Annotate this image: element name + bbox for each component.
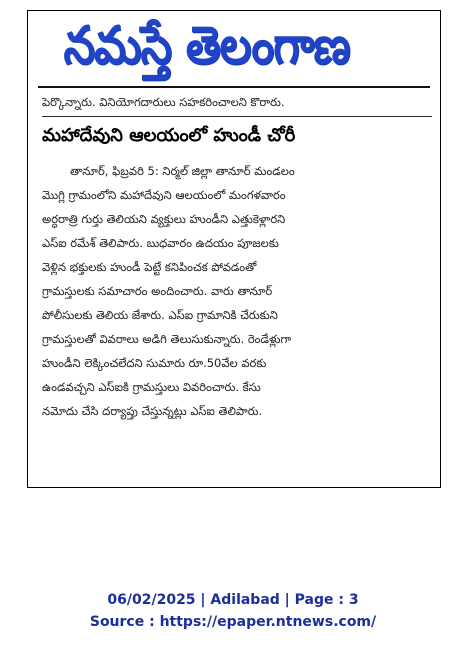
article-line: అర్ధరాత్రి గుర్తు తెలియని వ్యక్తులు హుండీని ఎత్తుకెళ్లారని	[42, 212, 286, 226]
article-line: గ్రామస్తులకు సమాచారం అందించారు. వారు తానూర్	[42, 284, 273, 298]
newspaper-clipping	[27, 10, 441, 488]
masthead-title: నమస్తే తెలంగాణ	[63, 16, 350, 76]
article-line: గ్రామస్తులతో వివరాలు అడిగి తెలుసుకున్నారు. రెండేళ్లుగా	[42, 332, 292, 346]
masthead-rule	[38, 86, 430, 88]
article-divider	[42, 116, 432, 117]
article-line: నమోదు చేసి దర్యాప్తు చేస్తున్నట్లు ఎస్ఐ తెలిపారు.	[42, 404, 263, 418]
article-line: ఎస్ఐ రమేశ్ తెలిపారు. బుధవారం ఉదయం పూజలకు	[42, 236, 279, 250]
article-line: హుండీని లెక్కించలేదని సుమారు రూ.50వేల వరకు	[42, 356, 267, 370]
article-headline: మహాదేవుని ఆలయంలో హుండీ చోరీ	[42, 125, 296, 146]
previous-article-tail: పెర్కొన్నారు. వినియోగదారులు సహకరించాలని కొరారు.	[42, 95, 285, 109]
article-column	[42, 91, 432, 481]
footer-source-link[interactable]: Source : https://epaper.ntnews.com/	[89, 614, 377, 630]
article-line: పోలీసులకు తెలియ జేశారు. ఎస్ఐ గ్రామానికి చేరుకుని	[42, 308, 278, 322]
article-body	[42, 159, 432, 423]
article-line: మొగ్లి గ్రామంలోని మహాదేవుని ఆలయంలో మంగళవారం	[42, 188, 286, 202]
article-line: తానూర్, ఫిబ్రవరి 5: నిర్మల్ జిల్లా తానూర్ మండలం	[70, 164, 295, 178]
footer-date-edition: 06/02/2025 | Adilabad | Page : 3	[107, 592, 359, 608]
article-line: ఉండవచ్చని ఎస్ఐకి గ్రామస్తులు వివరించారు. కేసు	[42, 380, 261, 394]
article-line: వెళ్లిన భక్తులకు హుండీ పెట్టే కనిపించక పోవడంతో	[42, 260, 257, 274]
